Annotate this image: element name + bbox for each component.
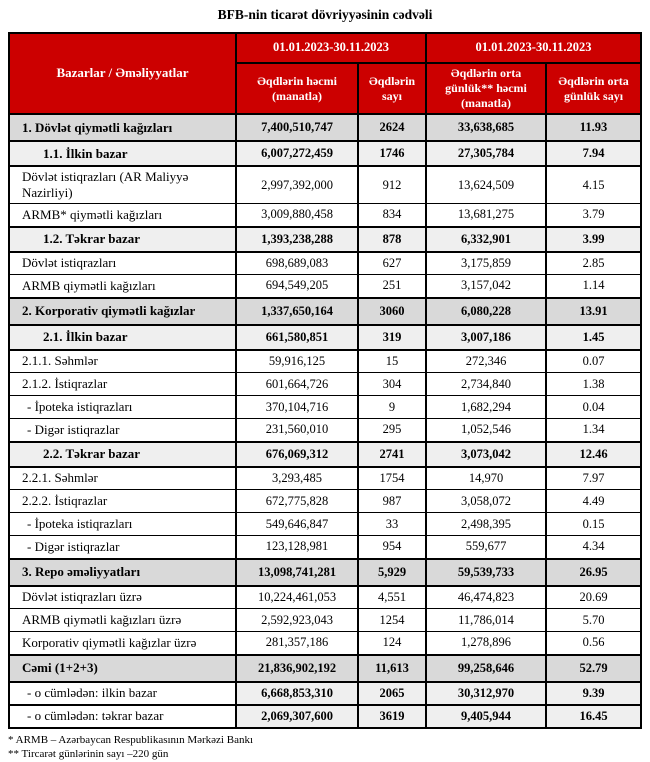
table-row: [9, 298, 641, 325]
table-row: [9, 166, 641, 204]
row-value: 319: [358, 325, 426, 350]
column-header-count: Əqdlərin sayı: [358, 63, 426, 114]
row-value: 2,592,923,043: [236, 609, 358, 632]
row-value: 0.04: [546, 396, 641, 419]
row-label: - o cümlədən: təkrar bazar: [9, 705, 236, 728]
corner-header: Bazarlar / Əməliyyatlar: [9, 33, 236, 114]
row-value: 3,293,485: [236, 467, 358, 490]
row-value: 1.38: [546, 373, 641, 396]
row-value: 13,624,509: [426, 166, 546, 204]
row-value: 672,775,828: [236, 490, 358, 513]
table-row: [9, 609, 641, 632]
row-value: 834: [358, 204, 426, 227]
table-row: [9, 204, 641, 227]
column-header-daily-count: Əqdlərin orta günlük sayı: [546, 63, 641, 114]
row-label: 2.2.1. Səhmlər: [9, 467, 236, 490]
row-value: 987: [358, 490, 426, 513]
table-row: [9, 252, 641, 275]
row-value: 15: [358, 350, 426, 373]
footnote-armb: * ARMB – Azərbaycan Respublikasının Mərkəzi Bankı: [8, 733, 650, 748]
row-value: 0.56: [546, 632, 641, 655]
row-value: 272,346: [426, 350, 546, 373]
row-value: 661,580,851: [236, 325, 358, 350]
row-value: 370,104,716: [236, 396, 358, 419]
table-row: [9, 632, 641, 655]
table-header: [9, 33, 641, 114]
row-value: 2.85: [546, 252, 641, 275]
row-value: 9.39: [546, 682, 641, 705]
footnote-trading-days: ** Tircarət günlərinin sayı –220 gün: [8, 747, 650, 762]
row-value: 549,646,847: [236, 513, 358, 536]
row-value: 6,007,272,459: [236, 141, 358, 166]
row-value: 5.70: [546, 609, 641, 632]
row-label: - İpoteka istiqrazları: [9, 513, 236, 536]
row-value: 26.95: [546, 559, 641, 586]
row-label: Dövlət istiqrazları: [9, 252, 236, 275]
footnotes: [8, 733, 650, 762]
row-value: 231,560,010: [236, 419, 358, 442]
row-value: 912: [358, 166, 426, 204]
row-value: 4.49: [546, 490, 641, 513]
table-row: [9, 227, 641, 252]
row-label: - o cümlədən: ilkin bazar: [9, 682, 236, 705]
table-row: [9, 586, 641, 609]
row-value: 3.99: [546, 227, 641, 252]
row-value: 14,970: [426, 467, 546, 490]
row-value: 1.14: [546, 275, 641, 298]
row-value: 3,157,042: [426, 275, 546, 298]
row-value: 7.97: [546, 467, 641, 490]
row-value: 5,929: [358, 559, 426, 586]
row-value: 6,080,228: [426, 298, 546, 325]
row-value: 123,128,981: [236, 536, 358, 559]
table-row: [9, 536, 641, 559]
period-header-row: [9, 33, 641, 63]
row-value: 124: [358, 632, 426, 655]
row-label: 2.2.2. İstiqrazlar: [9, 490, 236, 513]
row-value: 1,682,294: [426, 396, 546, 419]
row-value: 1,278,896: [426, 632, 546, 655]
row-value: 3,175,859: [426, 252, 546, 275]
row-label: Dövlət istiqrazları (AR Maliyyə Nazirliyi): [9, 166, 236, 204]
row-value: 4,551: [358, 586, 426, 609]
row-label: Cəmi (1+2+3): [9, 655, 236, 682]
row-value: 0.07: [546, 350, 641, 373]
row-value: 2,069,307,600: [236, 705, 358, 728]
row-value: 59,916,125: [236, 350, 358, 373]
row-value: 2,498,395: [426, 513, 546, 536]
table-row: [9, 373, 641, 396]
period-header-2: 01.01.2023-30.11.2023: [426, 33, 641, 63]
table-row: [9, 467, 641, 490]
table-row: [9, 350, 641, 373]
row-value: 694,549,205: [236, 275, 358, 298]
row-value: 33: [358, 513, 426, 536]
row-label: Dövlət istiqrazları üzrə: [9, 586, 236, 609]
table-row: [9, 442, 641, 467]
table-row: [9, 114, 641, 141]
table-row: [9, 419, 641, 442]
row-value: 3,073,042: [426, 442, 546, 467]
trade-turnover-table: [8, 32, 642, 729]
row-label: 3. Repo əməliyyatları: [9, 559, 236, 586]
row-value: 1754: [358, 467, 426, 490]
row-label: 2.1.1. Səhmlər: [9, 350, 236, 373]
row-value: 281,357,186: [236, 632, 358, 655]
row-value: 30,312,970: [426, 682, 546, 705]
row-value: 1,393,238,288: [236, 227, 358, 252]
row-value: 3060: [358, 298, 426, 325]
row-value: 3.79: [546, 204, 641, 227]
row-value: 7.94: [546, 141, 641, 166]
row-value: 295: [358, 419, 426, 442]
row-value: 1746: [358, 141, 426, 166]
row-value: 6,332,901: [426, 227, 546, 252]
row-label: - İpoteka istiqrazları: [9, 396, 236, 419]
row-value: 46,474,823: [426, 586, 546, 609]
table-row: [9, 682, 641, 705]
row-value: 16.45: [546, 705, 641, 728]
row-value: 0.15: [546, 513, 641, 536]
row-value: 12.46: [546, 442, 641, 467]
row-value: 2065: [358, 682, 426, 705]
row-value: 627: [358, 252, 426, 275]
row-value: 304: [358, 373, 426, 396]
row-value: 1.45: [546, 325, 641, 350]
row-value: 21,836,902,192: [236, 655, 358, 682]
row-label: Korporativ qiymətli kağızlar üzrə: [9, 632, 236, 655]
row-value: 676,069,312: [236, 442, 358, 467]
table-row: [9, 655, 641, 682]
row-value: 27,305,784: [426, 141, 546, 166]
row-value: 6,668,853,310: [236, 682, 358, 705]
row-value: 2741: [358, 442, 426, 467]
column-header-volume: Əqdlərin həcmi (manatla): [236, 63, 358, 114]
row-label: ARMB qiymətli kağızları: [9, 275, 236, 298]
row-label: 1.1. İlkin bazar: [9, 141, 236, 166]
row-value: 52.79: [546, 655, 641, 682]
page-title: BFB-nin ticarət dövriyyəsinin cədvəli: [0, 0, 650, 23]
row-value: 3,007,186: [426, 325, 546, 350]
row-label: 2.2. Təkrar bazar: [9, 442, 236, 467]
row-value: 99,258,646: [426, 655, 546, 682]
row-value: 20.69: [546, 586, 641, 609]
table-row: [9, 325, 641, 350]
row-value: 954: [358, 536, 426, 559]
column-header-daily-volume: Əqdlərin orta günlük** həcmi (manatla): [426, 63, 546, 114]
table-row: [9, 559, 641, 586]
row-value: 59,539,733: [426, 559, 546, 586]
row-value: 33,638,685: [426, 114, 546, 141]
table-row: [9, 513, 641, 536]
row-value: 4.34: [546, 536, 641, 559]
row-label: ARMB qiymətli kağızları üzrə: [9, 609, 236, 632]
row-value: 11,786,014: [426, 609, 546, 632]
period-header-1: 01.01.2023-30.11.2023: [236, 33, 426, 63]
row-value: 3619: [358, 705, 426, 728]
row-value: 2624: [358, 114, 426, 141]
row-label: 2.1. İlkin bazar: [9, 325, 236, 350]
row-label: 1.2. Təkrar bazar: [9, 227, 236, 252]
row-value: 13,681,275: [426, 204, 546, 227]
table-row: [9, 141, 641, 166]
row-value: 4.15: [546, 166, 641, 204]
row-value: 13.91: [546, 298, 641, 325]
row-label: 2. Korporativ qiymətli kağızlar: [9, 298, 236, 325]
row-label: - Digər istiqrazlar: [9, 536, 236, 559]
row-value: 559,677: [426, 536, 546, 559]
table-row: [9, 705, 641, 728]
row-value: 878: [358, 227, 426, 252]
row-label: ARMB* qiymətli kağızları: [9, 204, 236, 227]
row-label: 2.1.2. İstiqrazlar: [9, 373, 236, 396]
row-value: 9: [358, 396, 426, 419]
row-value: 7,400,510,747: [236, 114, 358, 141]
row-label: 1. Dövlət qiymətli kağızları: [9, 114, 236, 141]
table-row: [9, 490, 641, 513]
row-value: 2,734,840: [426, 373, 546, 396]
row-value: 9,405,944: [426, 705, 546, 728]
row-value: 251: [358, 275, 426, 298]
row-value: 10,224,461,053: [236, 586, 358, 609]
row-value: 1,337,650,164: [236, 298, 358, 325]
row-value: 3,058,072: [426, 490, 546, 513]
row-value: 1.34: [546, 419, 641, 442]
row-value: 11.93: [546, 114, 641, 141]
table-row: [9, 275, 641, 298]
table-body: [9, 114, 641, 728]
row-value: 698,689,083: [236, 252, 358, 275]
row-value: 1,052,546: [426, 419, 546, 442]
row-label: - Digər istiqrazlar: [9, 419, 236, 442]
row-value: 11,613: [358, 655, 426, 682]
row-value: 3,009,880,458: [236, 204, 358, 227]
row-value: 2,997,392,000: [236, 166, 358, 204]
row-value: 1254: [358, 609, 426, 632]
table-row: [9, 396, 641, 419]
row-value: 601,664,726: [236, 373, 358, 396]
row-value: 13,098,741,281: [236, 559, 358, 586]
